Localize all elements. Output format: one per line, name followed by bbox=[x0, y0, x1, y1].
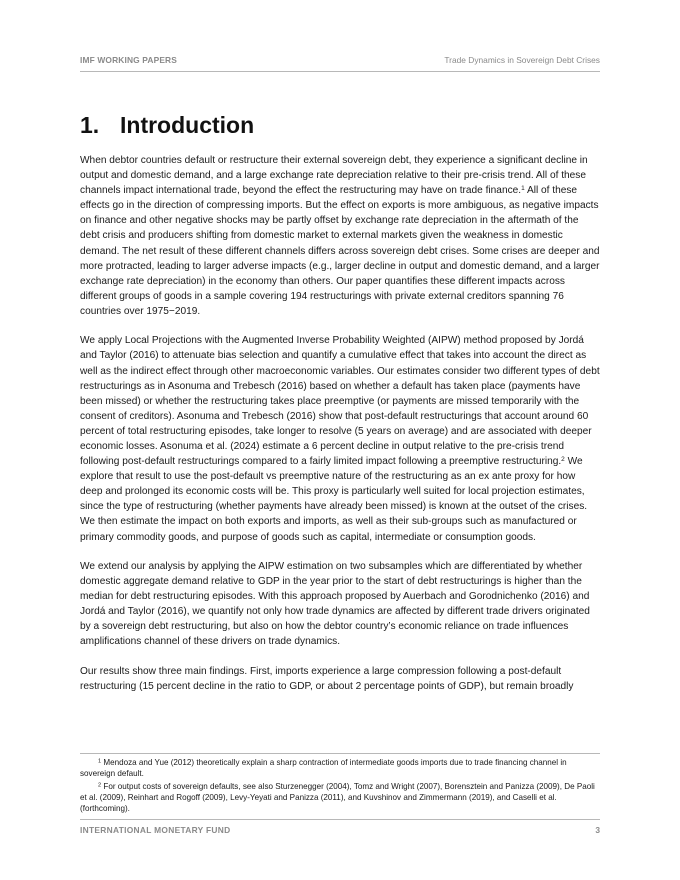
page-header bbox=[80, 55, 600, 71]
footnote-ref-1[interactable]: 1 bbox=[521, 185, 525, 193]
footer-divider bbox=[80, 819, 600, 820]
section-heading bbox=[80, 110, 254, 140]
footnote-mark: 1 bbox=[98, 758, 102, 765]
paragraph-2 bbox=[80, 333, 600, 544]
body-text bbox=[80, 153, 600, 708]
footnote-1 bbox=[80, 757, 600, 779]
footnote-divider bbox=[80, 753, 600, 754]
paragraph-text: We explore that result to use the post-default vs preemptive nature of the restructuring as an ex ante proxy for how deep and prolonged its economic costs will be. This proxy is particularly well suited for local projection estimates, since the type of restructuring (whether payments have already been missed) is known at the outset of the crises. We then estimate the impact on both exports and imports, as well as their sub-groups such as manufactured or primary commodity goods, and purpose of goods such as capital, intermediate or consumption goods. bbox=[80, 456, 588, 543]
paragraph-text: We apply Local Projections with the Augmented Inverse Probability Weighted (AIPW) method proposed by Jordá and Taylor (2016) to attenuate bias selection and quantify a cumulative effect that takes into account the direct as well as the indirect effect through other macroeconomic variables. Our estimates consider two different types of debt restructurings as in Asonuma and Trebesch (2016) based on whether a default has taken place (payments have been missed) or whether the restructuring takes place preemptive (or payments are missed temporarily with the consent of creditors). Asonuma and Trebesch (2016) show that post-default restructurings that account around 60 percent of total restructuring episodes, take longer to resolve (5 years on average) and are associated with deeper economic losses. Asonuma et al. (2024) estimate a 6 percent decline in output relative to the pre-crisis trend following post-default restructurings compared to a fairly limited impact following a preemptive restructuring. bbox=[80, 335, 600, 468]
paragraph-3 bbox=[80, 559, 600, 650]
footnotes bbox=[80, 757, 600, 816]
page-number: 3 bbox=[595, 825, 600, 835]
footnote-2 bbox=[80, 781, 600, 815]
footnote-mark: 2 bbox=[98, 782, 102, 789]
page-footer bbox=[80, 825, 600, 839]
footnote-text: Mendoza and Yue (2012) theoretically explain a sharp contraction of intermediate goods imports due to trade financing channel in sovereign default. bbox=[80, 758, 567, 779]
header-divider bbox=[80, 71, 600, 72]
paragraph-text: Our results show three main findings. First, imports experience a large compression following a post-default restructuring (15 percent decline in the ratio to GDP, or about 2 percentage points of GDP), but remain broadly bbox=[80, 665, 574, 692]
paragraph-text: All of these effects go in the direction of compressing imports. But the effect on exports is more ambiguous, as negative impacts on finance and other negative shocks may be partly offset by exchange rate depreciation in the aftermath of the debt crisis and producers shifting from domestic market to external markets given the weakness in domestic demand. The net result of these different channels differs across sovereign debt crises. Some crises are deeper and more protracted, leading to larger adverse impacts (e.g., larger decline in output and domestic demand, and a larger exchange rate depreciation) in the economy than others. Our paper quantifies these different impacts across different groups of goods in a sample covering 194 restructurings with private external creditors spanning 76 countries over 1975−2019. bbox=[80, 185, 600, 317]
header-series-title: IMF WORKING PAPERS bbox=[80, 55, 177, 65]
section-title: Introduction bbox=[120, 112, 255, 138]
paragraph-text: We extend our analysis by applying the AIPW estimation on two subsamples which are differentiated by whether domestic aggregate demand relative to GDP in the year prior to the start of debt restructurings is higher than the median for debt restructuring episodes. With this approach proposed by Auerbach and Gorodnichenko (2016) and Jordá and Taylor (2016), we quantify not only how trade dynamics are affected by different trade drivers originated by a sovereign debt restructuring, but also on how the debtor country’s economic reliance on trade influences amplifications channel of these drivers on trade dynamics. bbox=[80, 560, 590, 648]
section-number: 1. bbox=[80, 112, 100, 138]
footer-publisher: INTERNATIONAL MONETARY FUND bbox=[80, 825, 231, 835]
footnote-ref-2[interactable]: 2 bbox=[561, 456, 565, 464]
footnote-text: For output costs of sovereign defaults, see also Sturzenegger (2004), Tomz and Wright (2007), Borensztein and Panizza (2009), De Paoli et al. (2009), Reinhart and Rogoff (2009), Levy-Yeyati and Panizza (2011), and Kuvshinov and Zimmermann (2019), and Caselli et al. (forthcoming). bbox=[80, 781, 595, 814]
paragraph-1 bbox=[80, 153, 600, 319]
header-paper-title: Trade Dynamics in Sovereign Debt Crises bbox=[444, 55, 600, 65]
paragraph-text: When debtor countries default or restructure their external sovereign debt, they experience a significant decline in output and domestic demand, and a large exchange rate depreciation relative to their pre-crisis trend. All of these channels impact international trade, beyond the effect the restructuring may have on trade finance. bbox=[80, 155, 588, 197]
paragraph-4 bbox=[80, 664, 600, 694]
